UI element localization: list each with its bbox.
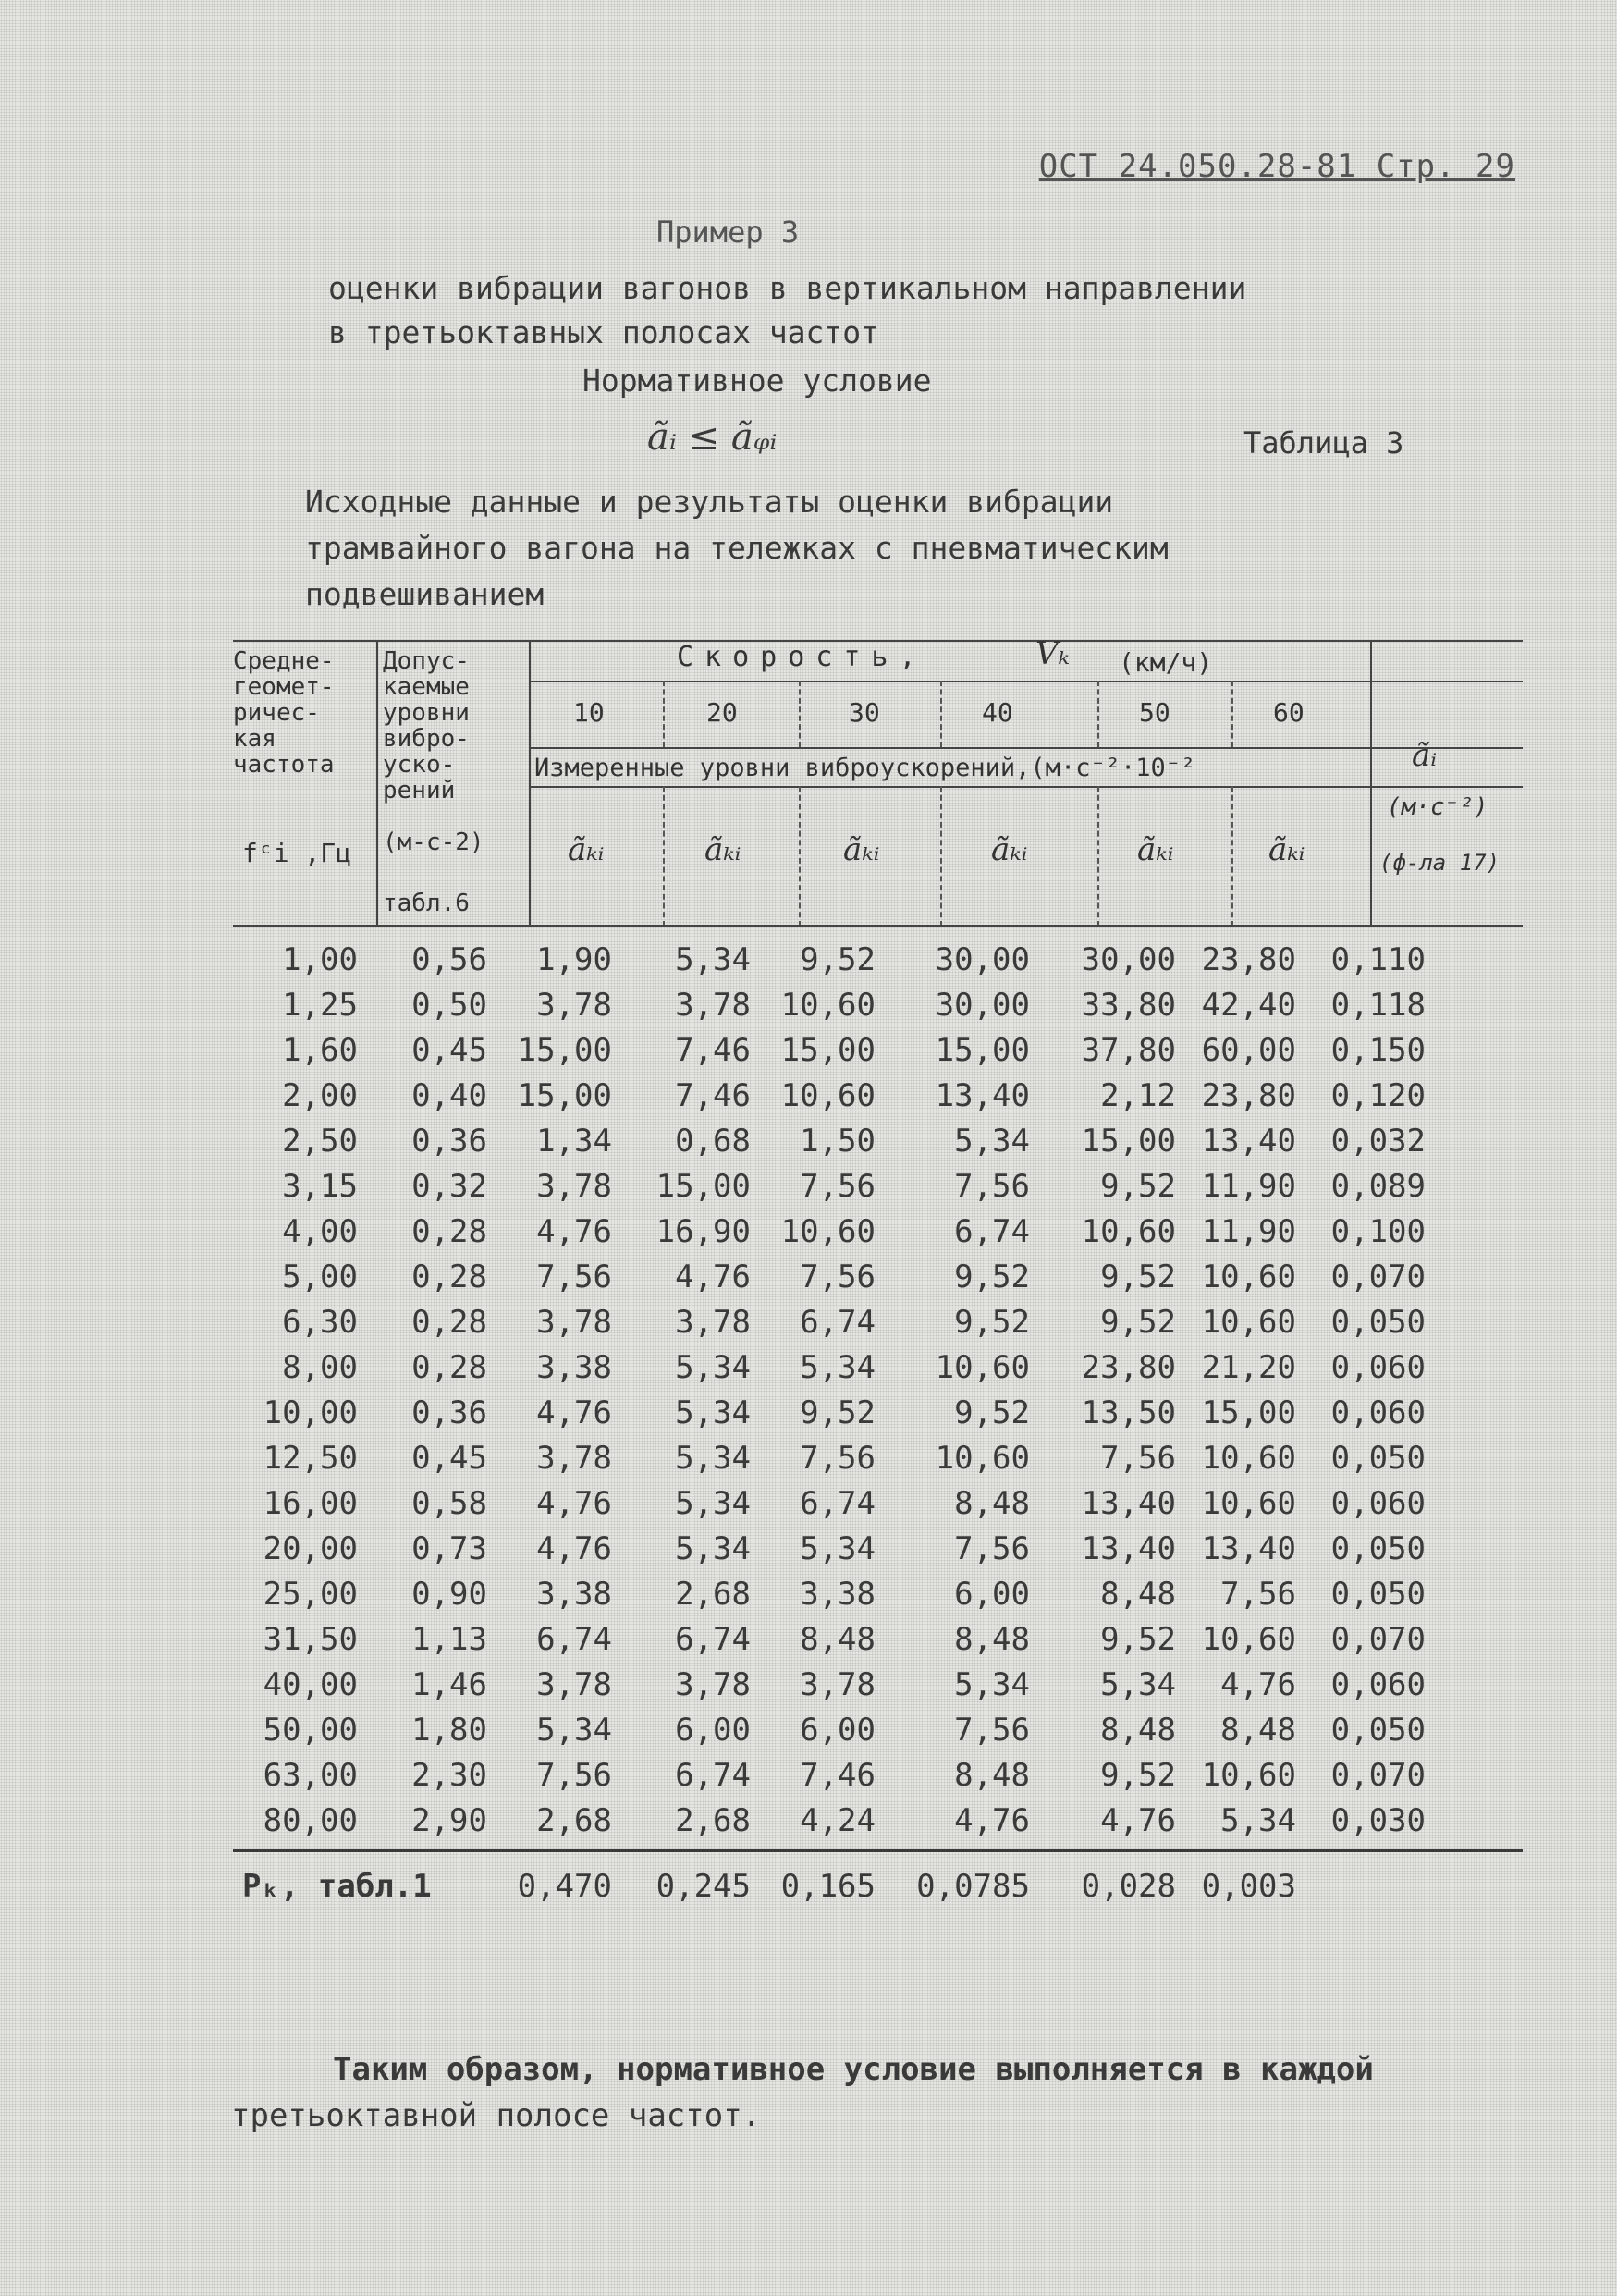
table-cell: 5,34 — [536, 1712, 612, 1749]
table-cell: 13,50 — [1081, 1394, 1176, 1431]
table-cell: 63,00 — [263, 1757, 358, 1794]
table-cell: 3,78 — [536, 1304, 612, 1341]
table-cell: 10,60 — [935, 1440, 1030, 1477]
table-cell: 0,050 — [1330, 1712, 1426, 1749]
table-cell: 0,28 — [411, 1213, 487, 1250]
example-subtitle-line-1: оценки вибрации вагонов в вертикальном направлении — [328, 270, 1247, 306]
table-cell: 0,100 — [1330, 1213, 1426, 1250]
example-title: Пример 3 — [656, 215, 800, 250]
table-cell: 3,15 — [282, 1168, 358, 1205]
table-cell: 7,56 — [1100, 1440, 1176, 1477]
table-cell: 4,00 — [282, 1213, 358, 1250]
table-cell: 15,00 — [1081, 1123, 1176, 1160]
table-cell: 0,40 — [411, 1077, 487, 1114]
table-cell: 9,52 — [1100, 1304, 1176, 1341]
table-cell: 2,12 — [1100, 1077, 1176, 1114]
table-cell: 0,070 — [1330, 1259, 1426, 1295]
table-cell: 7,56 — [954, 1168, 1030, 1205]
table-cell: 0,150 — [1330, 1032, 1426, 1069]
table-cell: 15,00 — [517, 1032, 612, 1069]
speed-value: 60 — [1273, 697, 1305, 728]
table-cell: 4,24 — [800, 1802, 876, 1839]
table-cell: 0,28 — [411, 1349, 487, 1386]
allowed-header-line: табл.6 — [383, 890, 470, 917]
table-cell: 6,00 — [800, 1712, 876, 1749]
speed-header-label: Скорость, — [677, 641, 927, 673]
table-cell: 0,28 — [411, 1259, 487, 1295]
table-row — [233, 1162, 1527, 1208]
table-cell: 1,60 — [282, 1032, 358, 1069]
speed-value: 10 — [573, 697, 605, 728]
table-cell: 0,36 — [411, 1394, 487, 1431]
table-cell: 0,36 — [411, 1123, 487, 1160]
table-row — [233, 1344, 1527, 1389]
speed-value: 30 — [849, 697, 880, 728]
table-row — [233, 1525, 1527, 1570]
table-cell: 3,38 — [536, 1576, 612, 1613]
table-cell: 0,060 — [1330, 1394, 1426, 1431]
table-cell: 2,68 — [675, 1576, 751, 1613]
table-cell: 4,76 — [536, 1394, 612, 1431]
table-row — [233, 981, 1527, 1026]
table-cell: 1,46 — [411, 1666, 487, 1703]
pk-value: 0,003 — [1201, 1868, 1296, 1905]
table-cell: 15,00 — [655, 1168, 751, 1205]
document-header: ОСТ 24.050.28-81 Стр. 29 — [1038, 148, 1515, 185]
table-cell: 6,74 — [800, 1485, 876, 1522]
freq-header-line: кая — [233, 725, 276, 753]
measured-symbol: ãₖᵢ — [843, 831, 880, 868]
table-cell: 7,46 — [800, 1757, 876, 1794]
table-cell: 4,76 — [536, 1213, 612, 1250]
table-cell: 9,52 — [954, 1259, 1030, 1295]
speed-value: 40 — [982, 697, 1013, 728]
table-cell: 4,76 — [1220, 1666, 1296, 1703]
table-cell: 1,13 — [411, 1621, 487, 1658]
table-cell: 13,40 — [1081, 1530, 1176, 1567]
table-cell: 3,78 — [536, 1440, 612, 1477]
table-row — [233, 1117, 1527, 1162]
table-cell: 4,76 — [675, 1259, 751, 1295]
table-cell: 3,78 — [675, 987, 751, 1024]
table-cell: 7,56 — [800, 1259, 876, 1295]
table-cell: 21,20 — [1201, 1349, 1296, 1386]
table-cell: 30,00 — [1081, 941, 1176, 978]
table-cell: 20,00 — [263, 1530, 358, 1567]
allowed-header-line: (м-с-2) — [383, 829, 484, 856]
table-cell: 23,80 — [1081, 1349, 1176, 1386]
table-row — [233, 1706, 1527, 1751]
freq-header-line: частота — [233, 751, 335, 779]
table-cell: 3,78 — [675, 1304, 751, 1341]
table-cell: 2,68 — [675, 1802, 751, 1839]
table-caption-line-2: трамвайного вагона на тележках с пневматическим — [305, 530, 1169, 566]
result-unit: (м·с⁻²) — [1387, 793, 1488, 821]
table-cell: 4,76 — [954, 1802, 1030, 1839]
table-cell: 13,40 — [1081, 1485, 1176, 1522]
freq-header-line: геомет- — [233, 673, 335, 701]
table-cell: 0,56 — [411, 941, 487, 978]
table-cell: 2,30 — [411, 1757, 487, 1794]
table-cell: 8,48 — [954, 1485, 1030, 1522]
table-cell: 5,34 — [954, 1123, 1030, 1160]
table-cell: 1,34 — [536, 1123, 612, 1160]
table-cell: 15,00 — [780, 1032, 876, 1069]
freq-header-line: ричес- — [233, 699, 320, 727]
table-cell: 12,50 — [263, 1440, 358, 1477]
table-bottom-rule — [233, 1849, 1523, 1852]
pk-label: Pₖ, табл.1 — [242, 1868, 432, 1905]
table-cell: 6,74 — [536, 1621, 612, 1658]
table-cell: 23,80 — [1201, 941, 1296, 978]
table-row — [233, 1480, 1527, 1525]
speed-value: 50 — [1139, 697, 1170, 728]
table-row — [233, 1026, 1527, 1072]
table-header — [233, 635, 1527, 927]
table-cell: 6,74 — [675, 1621, 751, 1658]
table-cell: 30,00 — [935, 941, 1030, 978]
table-cell: 10,60 — [1081, 1213, 1176, 1250]
allowed-header-line: Допус- — [383, 647, 470, 675]
table-cell: 10,60 — [1201, 1757, 1296, 1794]
table-cell: 5,00 — [282, 1259, 358, 1295]
table-cell: 0,32 — [411, 1168, 487, 1205]
table-row — [233, 1434, 1527, 1480]
table-cell: 9,52 — [1100, 1168, 1176, 1205]
table-cell: 3,78 — [675, 1666, 751, 1703]
table-cell: 10,60 — [780, 1213, 876, 1250]
table-cell: 3,38 — [536, 1349, 612, 1386]
table-cell: 30,00 — [935, 987, 1030, 1024]
table-cell: 7,56 — [800, 1440, 876, 1477]
table-cell: 0,110 — [1330, 941, 1426, 978]
measured-symbol: ãₖᵢ — [568, 831, 605, 868]
table-cell: 2,00 — [282, 1077, 358, 1114]
table-cell: 7,46 — [675, 1032, 751, 1069]
measured-symbol: ãₖᵢ — [991, 831, 1028, 868]
table-cell: 10,60 — [780, 1077, 876, 1114]
table-cell: 2,90 — [411, 1802, 487, 1839]
table-cell: 4,76 — [536, 1530, 612, 1567]
table-cell: 0,060 — [1330, 1666, 1426, 1703]
pk-value: 0,470 — [517, 1868, 612, 1905]
result-symbol: ãᵢ — [1412, 737, 1438, 774]
table-row — [233, 1208, 1527, 1253]
table-cell: 40,00 — [263, 1666, 358, 1703]
table-cell: 3,78 — [800, 1666, 876, 1703]
table-cell: 3,78 — [536, 1168, 612, 1205]
table-cell: 9,52 — [1100, 1757, 1176, 1794]
table-cell: 10,60 — [1201, 1621, 1296, 1658]
table-cell: 1,00 — [282, 941, 358, 978]
table-row — [233, 1298, 1527, 1344]
table-cell: 0,45 — [411, 1440, 487, 1477]
measured-symbol: ãₖᵢ — [1268, 831, 1305, 868]
table-cell: 5,34 — [675, 1530, 751, 1567]
table-cell: 8,00 — [282, 1349, 358, 1386]
table-cell: 0,070 — [1330, 1757, 1426, 1794]
table-cell: 8,48 — [1100, 1576, 1176, 1613]
table-cell: 33,80 — [1081, 987, 1176, 1024]
table-cell: 10,60 — [1201, 1259, 1296, 1295]
speed-unit: (км/ч) — [1119, 647, 1213, 678]
table-cell: 0,118 — [1330, 987, 1426, 1024]
table-cell: 15,00 — [935, 1032, 1030, 1069]
table-cell: 5,34 — [800, 1349, 876, 1386]
table-cell: 3,78 — [536, 1666, 612, 1703]
table-cell: 5,34 — [954, 1666, 1030, 1703]
table-cell: 2,68 — [536, 1802, 612, 1839]
allowed-header-line: каемые — [383, 673, 470, 701]
table-cell: 0,45 — [411, 1032, 487, 1069]
table-row — [233, 1072, 1527, 1117]
table-row — [233, 1661, 1527, 1706]
table-cell: 0,050 — [1330, 1440, 1426, 1477]
table-cell: 5,34 — [675, 1440, 751, 1477]
table-cell: 6,74 — [954, 1213, 1030, 1250]
table-cell: 11,90 — [1201, 1168, 1296, 1205]
table-cell: 3,38 — [800, 1576, 876, 1613]
table-cell: 25,00 — [263, 1576, 358, 1613]
pk-value: 0,0785 — [916, 1868, 1030, 1905]
table-caption-line-3: подвешиванием — [305, 576, 545, 612]
measured-header-label: Измеренные уровни виброускорений,(м·с⁻²·10⁻² — [534, 754, 1196, 782]
table-cell: 0,030 — [1330, 1802, 1426, 1839]
table-cell: 6,74 — [675, 1757, 751, 1794]
table-cell: 7,56 — [536, 1757, 612, 1794]
table-cell: 50,00 — [263, 1712, 358, 1749]
table-cell: 16,00 — [263, 1485, 358, 1522]
table-cell: 7,56 — [954, 1712, 1030, 1749]
table-cell: 7,56 — [954, 1530, 1030, 1567]
measured-symbol: ãₖᵢ — [704, 831, 741, 868]
table-cell: 9,52 — [954, 1394, 1030, 1431]
normative-condition-label: Нормативное условие — [582, 362, 932, 399]
freq-header-line: Средне- — [233, 647, 335, 675]
table-cell: 0,120 — [1330, 1077, 1426, 1114]
table-cell: 7,56 — [1220, 1576, 1296, 1613]
table-cell: 8,48 — [1220, 1712, 1296, 1749]
table-row — [233, 1615, 1527, 1661]
table-cell: 7,46 — [675, 1077, 751, 1114]
table-cell: 8,48 — [800, 1621, 876, 1658]
table-cell: 15,00 — [517, 1077, 612, 1114]
table-cell: 31,50 — [263, 1621, 358, 1658]
allowed-header-line: уско- — [383, 751, 456, 779]
table-caption-line-1: Исходные данные и результаты оценки вибрации — [305, 484, 1114, 520]
table-cell: 13,40 — [935, 1077, 1030, 1114]
table-cell: 9,52 — [1100, 1259, 1176, 1295]
table-number: Таблица 3 — [1243, 425, 1404, 460]
table-cell: 80,00 — [263, 1802, 358, 1839]
pk-value: 0,028 — [1081, 1868, 1176, 1905]
table-row — [233, 1389, 1527, 1434]
table-cell: 6,30 — [282, 1304, 358, 1341]
table-cell: 0,50 — [411, 987, 487, 1024]
allowed-header-line: рений — [383, 777, 456, 804]
table-row — [233, 1570, 1527, 1615]
table-cell: 1,25 — [282, 987, 358, 1024]
table-row — [233, 936, 1527, 981]
table-cell: 9,52 — [800, 1394, 876, 1431]
table-cell: 15,00 — [1201, 1394, 1296, 1431]
table-cell: 10,00 — [263, 1394, 358, 1431]
table-cell: 0,032 — [1330, 1123, 1426, 1160]
table-body — [233, 936, 1527, 1842]
table-row — [233, 1797, 1527, 1842]
measured-symbol: ãₖᵢ — [1137, 831, 1174, 868]
table-cell: 8,48 — [1100, 1712, 1176, 1749]
table-row — [233, 1253, 1527, 1298]
table-cell: 0,070 — [1330, 1621, 1426, 1658]
table-cell: 5,34 — [675, 1485, 751, 1522]
table-cell: 5,34 — [675, 941, 751, 978]
normative-formula: ãᵢ ≤ ãᵩᵢ — [647, 416, 778, 459]
table-cell: 0,050 — [1330, 1304, 1426, 1341]
table-cell: 9,52 — [1100, 1621, 1176, 1658]
table-cell: 60,00 — [1201, 1032, 1296, 1069]
table-cell: 10,60 — [780, 987, 876, 1024]
table-cell: 0,050 — [1330, 1530, 1426, 1567]
table-cell: 5,34 — [675, 1349, 751, 1386]
table-cell: 13,40 — [1201, 1530, 1296, 1567]
table-row — [233, 1751, 1527, 1797]
conclusion-line-1: Таким образом, нормативное условие выполняется в каждой — [333, 2051, 1374, 2088]
freq-header-line: fᶜi ,Гц — [242, 838, 352, 868]
table-cell: 13,40 — [1201, 1123, 1296, 1160]
table-cell: 5,34 — [1100, 1666, 1176, 1703]
table-cell: 2,50 — [282, 1123, 358, 1160]
table-cell: 1,90 — [536, 941, 612, 978]
pk-value: 0,165 — [780, 1868, 876, 1905]
table-cell: 8,48 — [954, 1757, 1030, 1794]
table-cell: 0,28 — [411, 1304, 487, 1341]
speed-value: 20 — [706, 697, 738, 728]
table-cell: 37,80 — [1081, 1032, 1176, 1069]
table-cell: 0,90 — [411, 1576, 487, 1613]
table-cell: 0,68 — [675, 1123, 751, 1160]
table-cell: 42,40 — [1201, 987, 1296, 1024]
allowed-header-line: уровни — [383, 699, 470, 727]
table-cell: 9,52 — [800, 941, 876, 978]
table-cell: 10,60 — [1201, 1485, 1296, 1522]
table-cell: 0,089 — [1330, 1168, 1426, 1205]
table-cell: 5,34 — [800, 1530, 876, 1567]
table-cell: 5,34 — [1220, 1802, 1296, 1839]
conclusion-line-2: третьоктавной полосе частот. — [231, 2097, 762, 2134]
table-cell: 6,74 — [800, 1304, 876, 1341]
table-cell: 0,060 — [1330, 1349, 1426, 1386]
table-cell: 9,52 — [954, 1304, 1030, 1341]
table-cell: 10,60 — [935, 1349, 1030, 1386]
table-cell: 5,34 — [675, 1394, 751, 1431]
table-cell: 11,90 — [1201, 1213, 1296, 1250]
table-cell: 1,50 — [800, 1123, 876, 1160]
table-cell: 3,78 — [536, 987, 612, 1024]
speed-symbol: Vₖ — [1035, 635, 1070, 672]
table-cell: 1,80 — [411, 1712, 487, 1749]
table-cell: 10,60 — [1201, 1304, 1296, 1341]
example-subtitle-line-2: в третьоктавных полосах частот — [328, 314, 880, 350]
table-cell: 0,050 — [1330, 1576, 1426, 1613]
allowed-header-line: вибро- — [383, 725, 470, 753]
table-cell: 0,73 — [411, 1530, 487, 1567]
table-cell: 7,56 — [800, 1168, 876, 1205]
table-cell: 6,00 — [675, 1712, 751, 1749]
table-cell: 16,90 — [655, 1213, 751, 1250]
table-cell: 7,56 — [536, 1259, 612, 1295]
result-note: (ф-ла 17) — [1379, 850, 1501, 876]
table-cell: 4,76 — [536, 1485, 612, 1522]
table-cell: 0,060 — [1330, 1485, 1426, 1522]
table-cell: 6,00 — [954, 1576, 1030, 1613]
table-cell: 8,48 — [954, 1621, 1030, 1658]
table-cell: 10,60 — [1201, 1440, 1296, 1477]
table-cell: 23,80 — [1201, 1077, 1296, 1114]
pk-value: 0,245 — [655, 1868, 751, 1905]
table-cell: 0,58 — [411, 1485, 487, 1522]
table-cell: 4,76 — [1100, 1802, 1176, 1839]
